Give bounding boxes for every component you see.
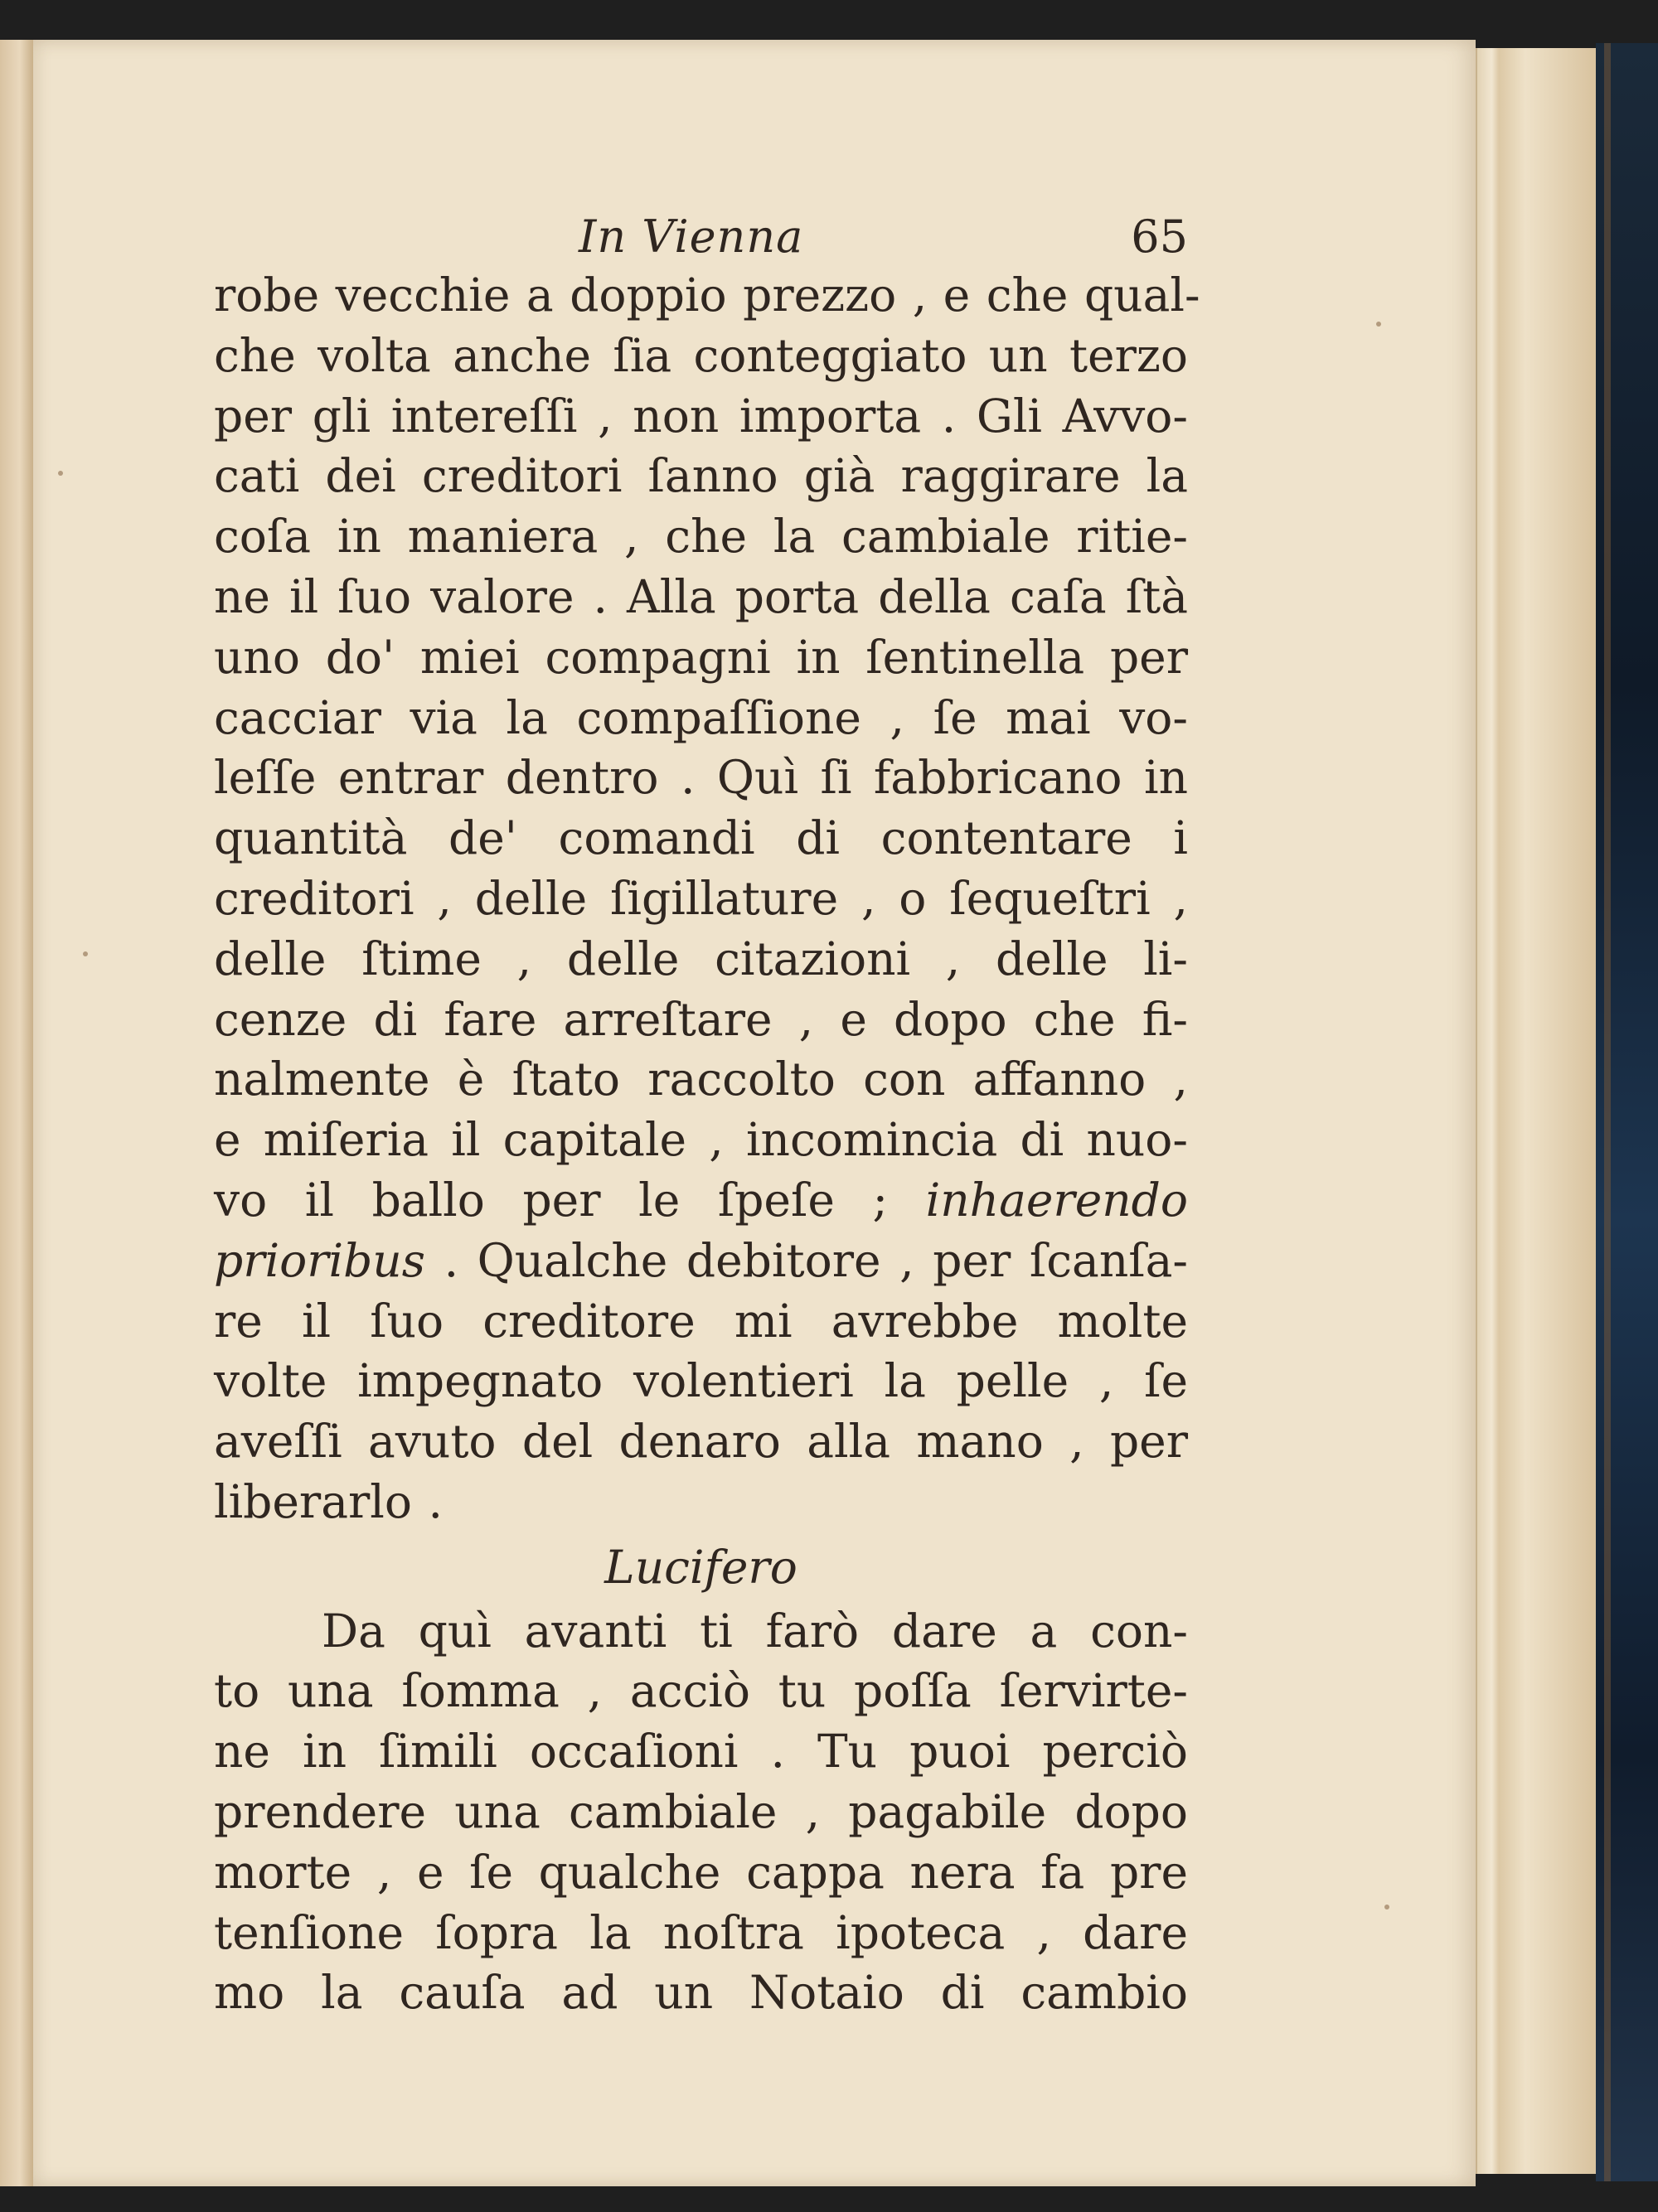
text-line (214, 1231, 1188, 1291)
text-line: mo la cauſa ad un Notaio di cambio (214, 1966, 1188, 2020)
page-edges-stack (1476, 48, 1597, 2174)
text-line: nalmente è ſtato raccolto con affanno , (214, 1053, 1188, 1106)
text-line: quantità de' comandi di contentare i (214, 811, 1188, 865)
text-segment: . Qualche debitore , per ſcanſa- (444, 1233, 1188, 1287)
text-line: volte impegnato volentieri la pelle , ſe (214, 1354, 1188, 1408)
text-line: robe vecchie a doppio prezzo , e che qual- (214, 269, 1200, 322)
text-line: delle ſtime , delle citazioni , delle li- (214, 932, 1188, 985)
text-line: morte , e ſe qualche cappa nera fa pre (214, 1845, 1188, 1899)
text-line: re il ſuo creditore mi avrebbe molte (214, 1294, 1188, 1348)
text-line (214, 1170, 1188, 1231)
running-title: In Vienna (579, 211, 804, 263)
latin-phrase: prioribus (214, 1233, 425, 1287)
text-line: aveſſi avuto del denaro alla mano , per (214, 1415, 1188, 1469)
text-line: Da quì avanti ti farò dare a con- (322, 1604, 1188, 1658)
paper-speck (1376, 322, 1381, 327)
speaker-heading: Lucifero (604, 1540, 797, 1594)
text-segment: vo il ballo per le ſpeſe ; (214, 1173, 889, 1227)
text-line: coſa in maniera , che la cambiale ritie- (214, 510, 1188, 564)
page-text-block (214, 199, 1200, 2023)
paper-speck (58, 471, 63, 476)
text-line: cati dei creditori ſanno già raggirare la (214, 449, 1188, 503)
text-line: ne il ſuo valore . Alla porta della caſa ſtà (214, 569, 1188, 623)
text-line: liberarlo . (214, 1474, 443, 1528)
left-page-edge (0, 40, 33, 2186)
text-line: prendere una cambiale , pagabile dopo (214, 1784, 1188, 1838)
running-head (214, 199, 1188, 265)
text-line: per gli intereſſi , non importa . Gli Avvo- (214, 389, 1188, 443)
page-number: 65 (1131, 211, 1188, 263)
text-line: cacciar via la compaſſione , ſe mai vo- (214, 690, 1188, 744)
text-line: cenze di fare arreſtare , e dopo che fi- (214, 992, 1188, 1046)
text-line: to una ſomma , acciò tu poſſa ſervirte- (214, 1664, 1188, 1718)
paper-speck (83, 951, 88, 956)
text-line: tenſione ſopra la noſtra ipoteca , dare (214, 1905, 1188, 1959)
text-line: che volta anche ſia conteggiato un terzo (214, 328, 1188, 382)
paper-speck (1384, 1905, 1389, 1909)
marbled-cover (1596, 43, 1658, 2181)
text-line: ne in ſimili occaſioni . Tu puoi perciò (214, 1725, 1188, 1779)
text-line: leſſe entrar dentro . Quì ſi fabbricano in (214, 751, 1188, 805)
text-line: creditori , delle ſigillature , o ſequeſtri , (214, 871, 1188, 925)
text-line: e miſeria il capitale , incomincia di nuo- (214, 1113, 1188, 1167)
text-line: uno do' miei compagni in ſentinella per (214, 630, 1188, 684)
latin-phrase: inhaerendo (925, 1173, 1188, 1227)
